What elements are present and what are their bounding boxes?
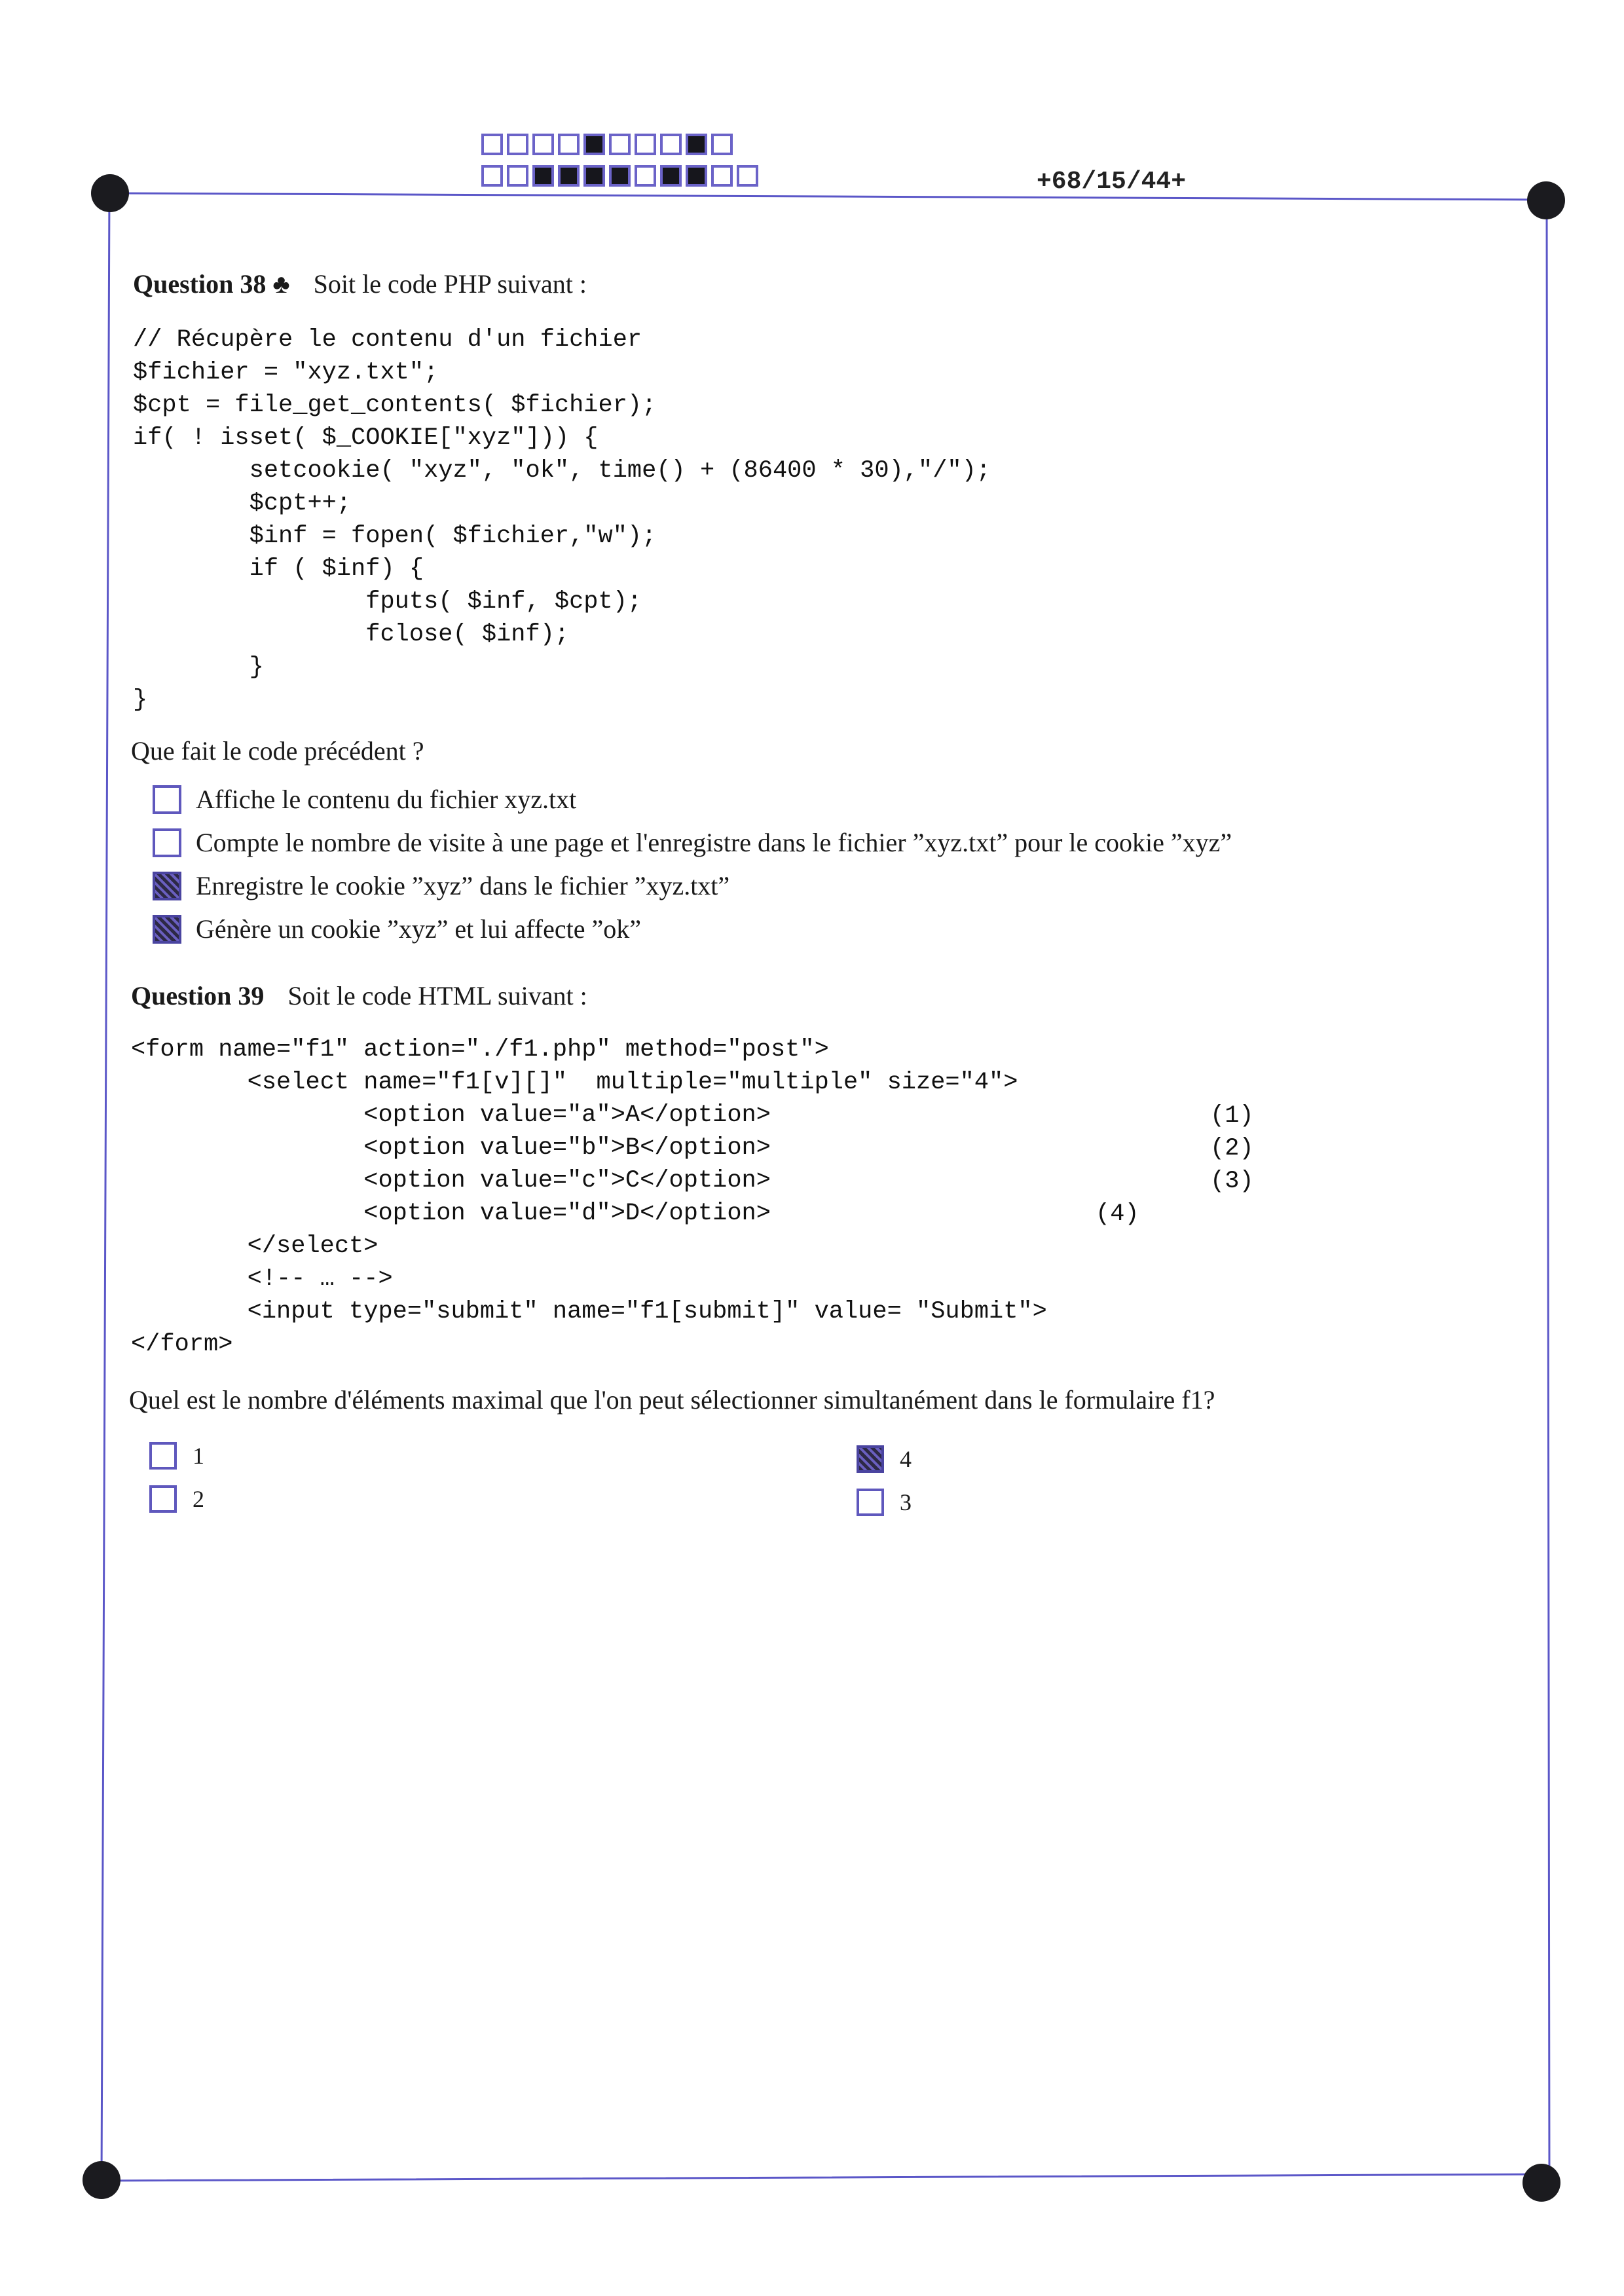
id-box-empty	[711, 165, 733, 187]
question-prompt: Soit le code HTML suivant :	[287, 981, 587, 1010]
id-box-empty	[558, 134, 580, 155]
html-code-block	[131, 1033, 1047, 1361]
checkbox[interactable]	[153, 785, 181, 814]
line-note-4: (4)	[1096, 1200, 1139, 1228]
choice-label: 3	[900, 1489, 912, 1515]
id-box-empty	[660, 134, 682, 155]
code-line: <option value="b">B</option>	[131, 1134, 771, 1162]
checkbox[interactable]	[149, 1442, 177, 1470]
choice-39-3[interactable]	[857, 1489, 912, 1516]
corner-mark-top-right	[1527, 181, 1565, 219]
question-prompt: Soit le code PHP suivant :	[313, 269, 587, 299]
id-box-filled	[558, 165, 580, 187]
id-box-filled	[686, 134, 707, 155]
question-39-text: Quel est le nombre d'éléments maximal que l'on peut sélectionner simultanément dans le formulaire f1?	[129, 1385, 1215, 1415]
code-line: <select name="f1[v][]" multiple="multiple" size="4">	[131, 1069, 1018, 1096]
id-box-filled	[686, 165, 707, 187]
choice-label: Génère un cookie ”xyz” et lui affecte ”ok”	[196, 914, 641, 944]
id-box-filled	[609, 165, 631, 187]
choice-38-4[interactable]	[153, 914, 641, 944]
sheet-id: +68/15/44+	[1037, 168, 1187, 196]
id-box-filled	[583, 134, 605, 155]
choice-38-1[interactable]	[153, 784, 576, 815]
corner-mark-top-left	[91, 174, 129, 212]
question-number: Question 39	[131, 981, 265, 1010]
choice-label: Affiche le contenu du fichier xyz.txt	[196, 785, 577, 814]
code-line: // Récupère le contenu d'un fichier	[133, 326, 642, 354]
line-note-2: (2)	[1210, 1135, 1254, 1162]
id-box-empty	[635, 165, 656, 187]
code-line: if( ! isset( $_COOKIE["xyz"])) {	[133, 424, 599, 452]
choice-39-4[interactable]	[857, 1445, 912, 1473]
choice-label: Enregistre le cookie ”xyz” dans le fichier ”xyz.txt”	[196, 871, 730, 900]
code-line: <form name="f1" action="./f1.php" method="post">	[131, 1036, 829, 1064]
choice-label: Compte le nombre de visite à une page et l'enregistre dans le fichier ”xyz.txt” pour le cookie ”xyz”	[196, 828, 1232, 857]
code-line: <!-- … -->	[131, 1265, 393, 1293]
id-box-filled	[532, 165, 554, 187]
code-line: }	[133, 654, 264, 681]
code-line: <option value="c">C</option>	[131, 1167, 771, 1194]
checkbox[interactable]	[857, 1489, 884, 1516]
code-line: $cpt = file_get_contents( $fichier);	[133, 392, 657, 419]
id-box-empty	[481, 165, 503, 187]
question-38-text: Que fait le code précédent ?	[131, 736, 424, 766]
checkbox-checked[interactable]	[857, 1445, 884, 1473]
checkbox-checked[interactable]	[153, 915, 181, 944]
club-icon: ♣	[272, 269, 290, 299]
choice-39-1[interactable]	[149, 1442, 204, 1470]
question-38-heading	[133, 268, 587, 299]
choice-38-2[interactable]	[153, 827, 1232, 858]
id-code-row-1	[481, 134, 737, 155]
php-code-block	[133, 324, 991, 716]
choice-label: 1	[193, 1443, 204, 1469]
code-line: $fichier = "xyz.txt";	[133, 359, 439, 386]
code-line: <option value="a">A</option>	[131, 1102, 771, 1129]
code-line: fclose( $inf);	[133, 621, 570, 648]
code-line: </form>	[131, 1331, 233, 1358]
code-line: <option value="d">D</option>	[131, 1200, 771, 1227]
question-39-heading	[131, 980, 587, 1011]
code-line: $inf = fopen( $fichier,"w");	[133, 523, 657, 550]
code-line: if ( $inf) {	[133, 555, 424, 583]
code-line: $cpt++;	[133, 490, 352, 517]
checkbox-checked[interactable]	[153, 872, 181, 900]
code-line: <input type="submit" name="f1[submit]" value= "Submit">	[131, 1298, 1047, 1325]
choice-39-2[interactable]	[149, 1485, 204, 1513]
choice-38-3[interactable]	[153, 870, 729, 901]
id-box-filled	[583, 165, 605, 187]
checkbox[interactable]	[153, 828, 181, 857]
choice-label: 4	[900, 1446, 912, 1472]
code-line: fputs( $inf, $cpt);	[133, 588, 642, 616]
id-box-empty	[507, 165, 528, 187]
choice-label: 2	[193, 1486, 204, 1512]
id-box-empty	[507, 134, 528, 155]
id-box-empty	[635, 134, 656, 155]
id-box-empty	[711, 134, 733, 155]
id-code-row-2	[481, 165, 762, 187]
code-line: }	[133, 686, 148, 714]
code-line: setcookie( "xyz", "ok", time() + (86400 * 30),"/");	[133, 457, 991, 485]
id-box-empty	[737, 165, 758, 187]
id-box-empty	[481, 134, 503, 155]
code-line: </select>	[131, 1232, 378, 1260]
line-note-3: (3)	[1210, 1168, 1254, 1195]
line-note-1: (1)	[1210, 1102, 1254, 1130]
id-box-empty	[532, 134, 554, 155]
corner-mark-bottom-right	[1522, 2164, 1560, 2202]
question-number: Question 38	[133, 269, 267, 299]
id-box-filled	[660, 165, 682, 187]
checkbox[interactable]	[149, 1485, 177, 1513]
id-box-empty	[609, 134, 631, 155]
corner-mark-bottom-left	[83, 2161, 120, 2199]
